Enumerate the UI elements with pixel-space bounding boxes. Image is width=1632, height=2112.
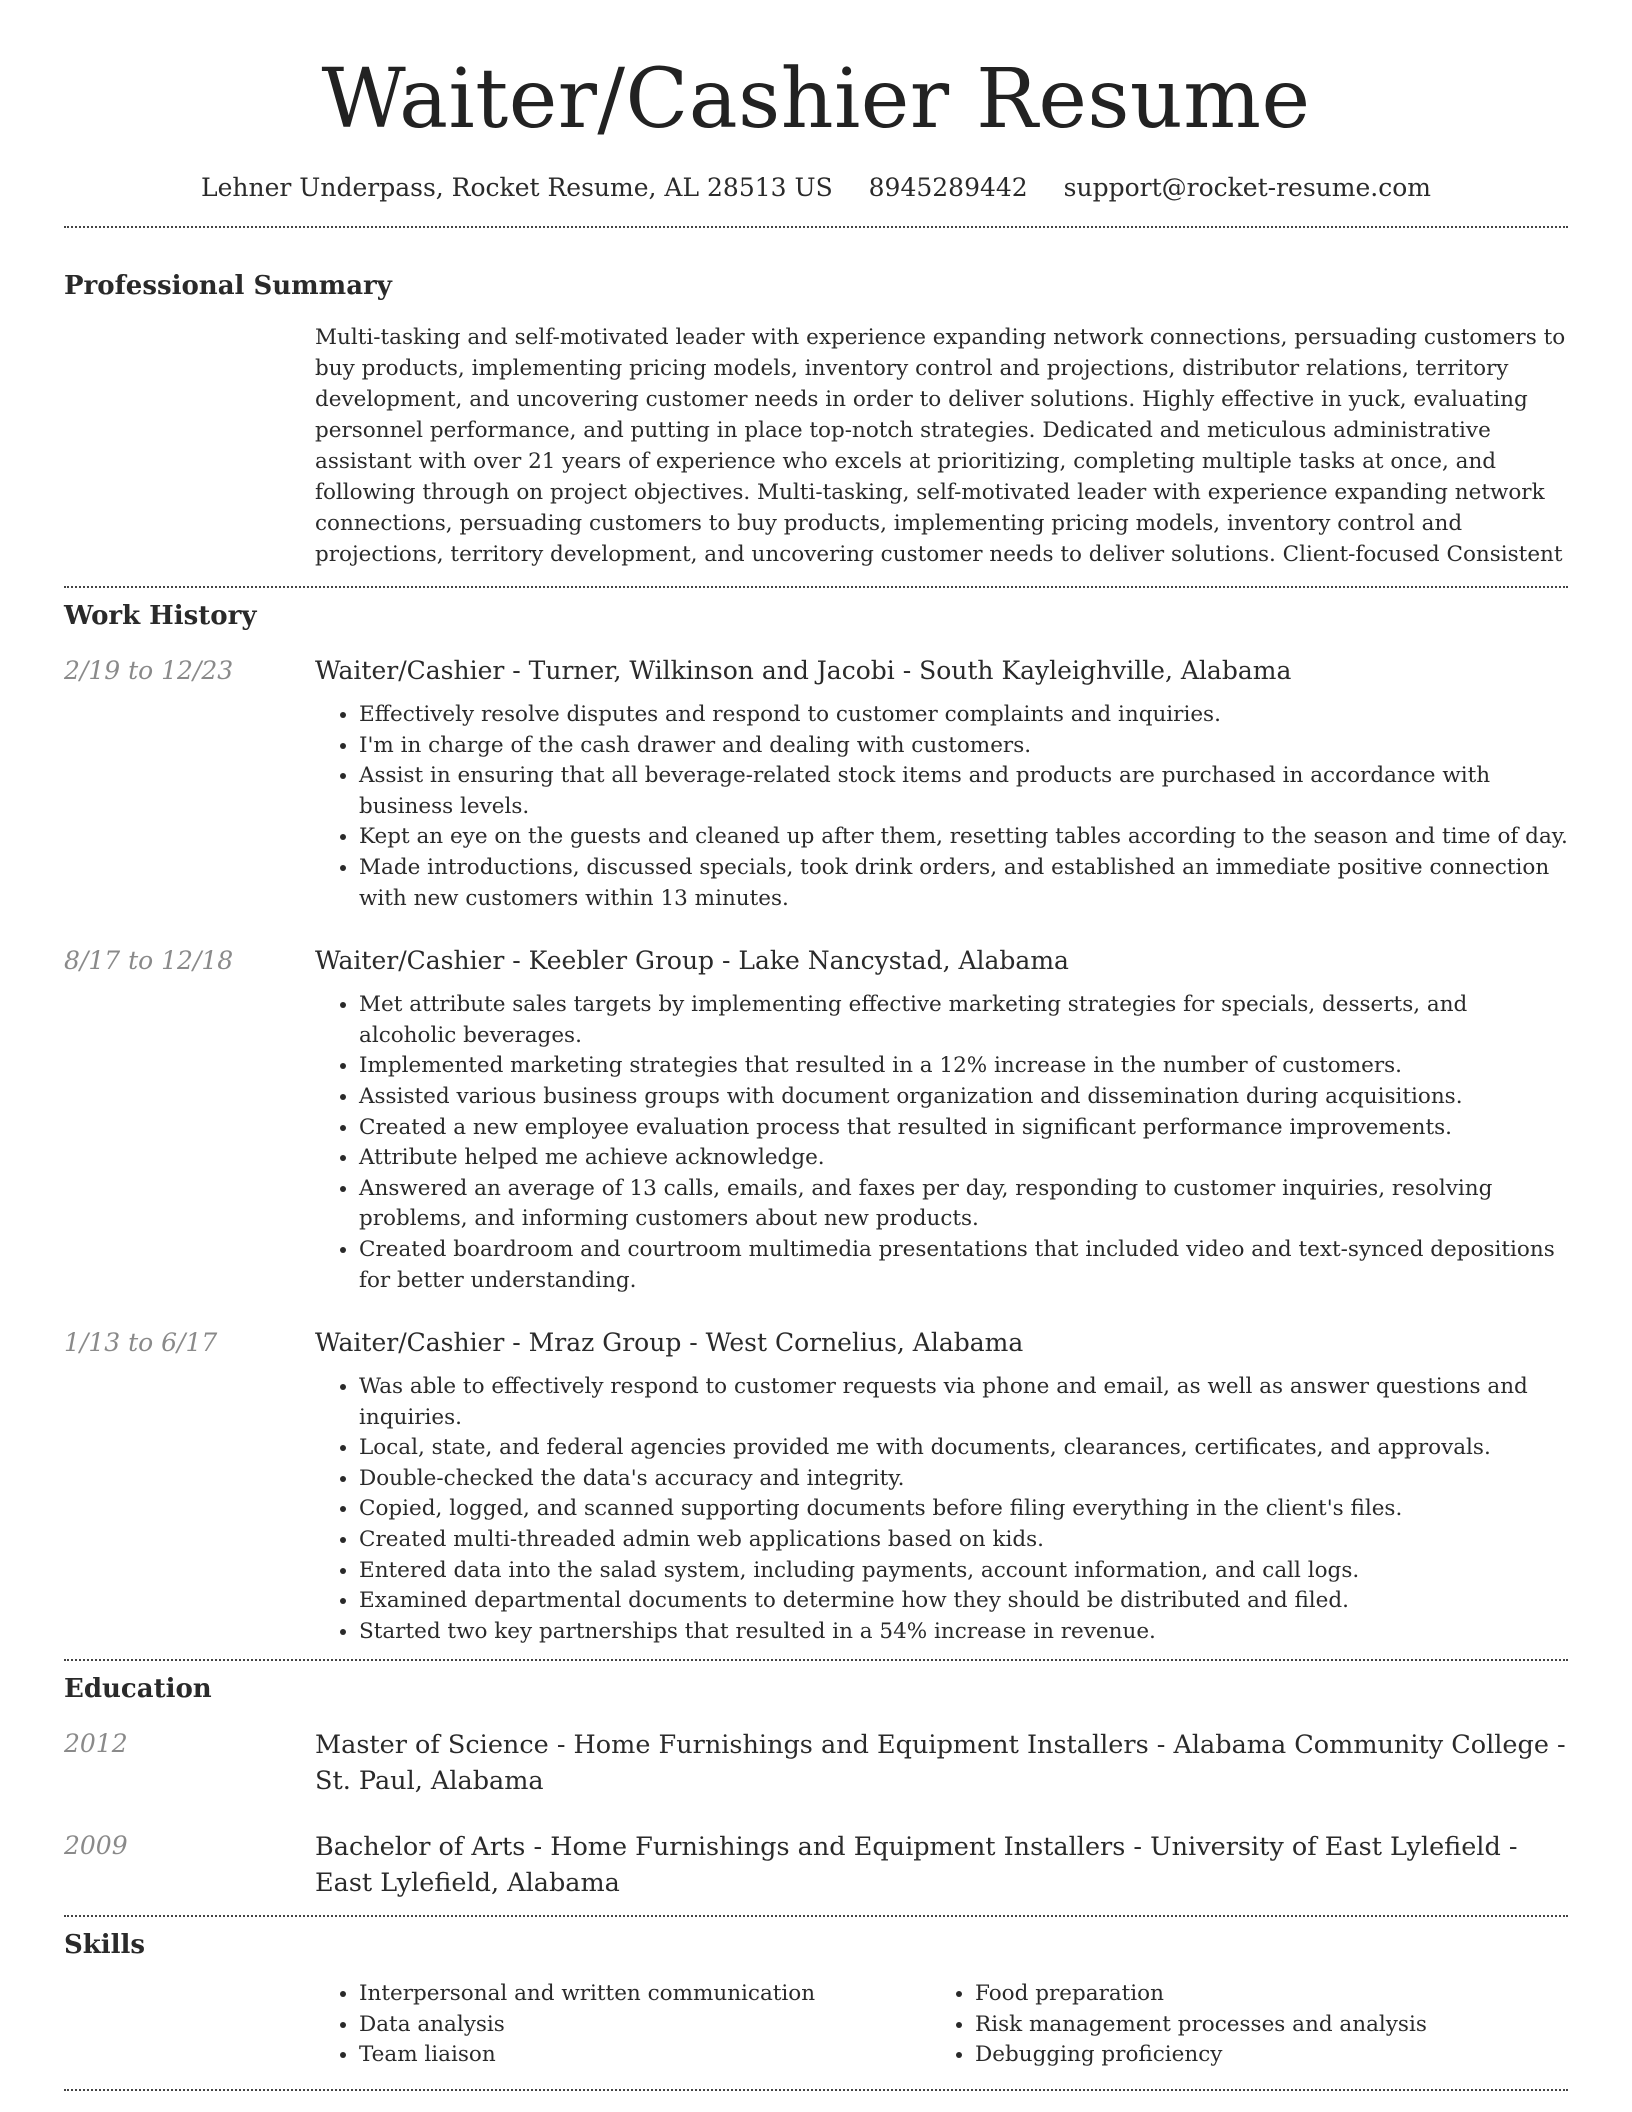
section-title-education: Education [64,1674,212,1705]
job-heading: Waiter/Cashier - Keebler Group - Lake Nancystad, Alabama [315,946,1069,976]
list-item: • Examined departmental documents to determine how they should be distributed and filed. [359,1586,1568,1617]
education-entry [64,1829,1568,1901]
job-entry [64,654,1568,914]
list-item: • Started two key partnerships that resulted in a 54% increase in revenue. [359,1617,1568,1648]
list-item: • Implemented marketing strategies that resulted in a 12% increase in the number of customers. [359,1051,1568,1082]
list-item: • Made introductions, discussed specials, took drink orders, and established an immediate positive connection with new customers within 13 minutes. [359,853,1568,914]
job-dates-col [64,1326,315,1647]
divider [64,1659,1568,1661]
list-item: • Created multi-threaded admin web applications based on kids. [359,1525,1568,1556]
summary-text: Multi-tasking and self-motivated leader with experience expanding network connections, persuading customers to buy products, implementing pricing models, inventory control and projections, distributor relations, territory development, and uncovering customer needs in order to deliver solutions. Highly effective in yuck, evaluating personnel performance, and putting in place top-notch strategies. Dedicated and meticulous administrative assistant with over 21 years of experience who excels at prioritizing, completing multiple tasks at once, and following through on project objectives. Multi-tasking, self-motivated leader with experience expanding network connections, persuading customers to buy products, implementing pricing models, inventory control and projections, territory development, and uncovering customer needs to deliver solutions. Client-focused Consistent [315,325,1566,567]
list-item: • Created a new employee evaluation process that resulted in significant performance improvements. [359,1113,1568,1144]
skills-left-col [64,1979,315,2071]
section-title-work: Work History [64,601,257,631]
list-item: • I'm in charge of the cash drawer and dealing with customers. [359,731,1568,762]
job-bullets [315,990,1568,1296]
skill-item: • Data analysis [359,2010,931,2041]
list-item: • Double-checked the data's accuracy and integrity. [359,1464,1568,1495]
divider [64,2089,1568,2091]
education-year-col [64,1727,315,1799]
job-bullets [315,700,1568,914]
skills-list-left [315,1979,931,2071]
list-item: • Met attribute sales targets by implementing effective marketing strategies for specials, desserts, and alcoholic beverages. [359,990,1568,1051]
job-dates: 8/17 to 12/18 [64,946,234,976]
list-item: • Copied, logged, and scanned supporting documents before filing everything in the client's files. [359,1494,1568,1525]
address-text: Lehner Underpass, Rocket Resume, AL 28513 US [201,173,833,202]
list-item: • Entered data into the salad system, including payments, account information, and call logs. [359,1556,1568,1587]
education-entry [64,1727,1568,1799]
job-dates: 2/19 to 12/23 [64,656,234,685]
summary-left [64,322,315,570]
divider [64,226,1568,228]
list-item: • Kept an eye on the guests and cleaned up after them, resetting tables according to the season and time of day. [359,822,1568,853]
list-item: • Assisted various business groups with document organization and dissemination during acquisitions. [359,1082,1568,1113]
education-body [315,1727,1568,1799]
list-item: • Local, state, and federal agencies provided me with documents, clearances, certificates, and approvals. [359,1433,1568,1464]
education-year-col [64,1829,315,1901]
skills-lists [315,1979,1568,2071]
job-dates-col [64,944,315,1296]
contact-line [64,170,1568,206]
skill-item: • Team liaison [359,2040,931,2071]
job-entry [64,944,1568,1296]
skill-item: • Risk management processes and analysis [975,2010,1547,2041]
section-title-skills: Skills [64,1930,146,1961]
summary-row [64,322,1568,570]
list-item: • Assist in ensuring that all beverage-related stock items and products are purchased in accordance with business levels. [359,761,1568,822]
skill-item: • Interpersonal and written communication [359,1979,931,2010]
job-body [315,944,1568,1296]
job-bullets [315,1372,1568,1647]
job-dates: 1/13 to 6/17 [64,1328,218,1358]
divider [64,586,1568,588]
job-entry [64,1326,1568,1647]
skills-row [64,1979,1568,2071]
list-item: • Created boardroom and courtroom multimedia presentations that included video and text-synced depositions for better understanding. [359,1235,1568,1296]
skill-item: • Food preparation [975,1979,1547,2010]
education-year: 2012 [64,1729,128,1759]
resume-title: Waiter/Cashier Resume [321,52,1311,147]
education-heading: Bachelor of Arts - Home Furnishings and Equipment Installers - University of East Lylefield - East Lylefield, Alabama [315,1832,1518,1899]
education-body [315,1829,1568,1901]
phone-text: 8945289442 [868,173,1028,202]
list-item: • Effectively resolve disputes and respond to customer complaints and inquiries. [359,700,1568,731]
resume-page [64,0,1568,2091]
list-item: • Answered an average of 13 calls, emails, and faxes per day, responding to customer inquiries, resolving problems, and informing customers about new products. [359,1174,1568,1235]
job-body [315,654,1568,914]
section-title-summary: Professional Summary [64,271,392,301]
skills-list-right [931,1979,1547,2071]
job-dates-col [64,654,315,914]
divider [64,1915,1568,1917]
job-heading: Waiter/Cashier - Mraz Group - West Cornelius, Alabama [315,1328,1024,1358]
education-year: 2009 [64,1831,128,1861]
list-item: • Attribute helped me achieve acknowledge. [359,1143,1568,1174]
job-heading: Waiter/Cashier - Turner, Wilkinson and Jacobi - South Kayleighville, Alabama [315,656,1292,685]
skill-item: • Debugging proficiency [975,2040,1547,2071]
education-heading: Master of Science - Home Furnishings and Equipment Installers - Alabama Community College - St. Paul, Alabama [315,1730,1566,1797]
email-link[interactable]: support@rocket-resume.com [1063,173,1431,202]
job-body [315,1326,1568,1647]
summary-body [315,322,1568,570]
list-item: • Was able to effectively respond to customer requests via phone and email, as well as answer questions and inquiries. [359,1372,1568,1433]
